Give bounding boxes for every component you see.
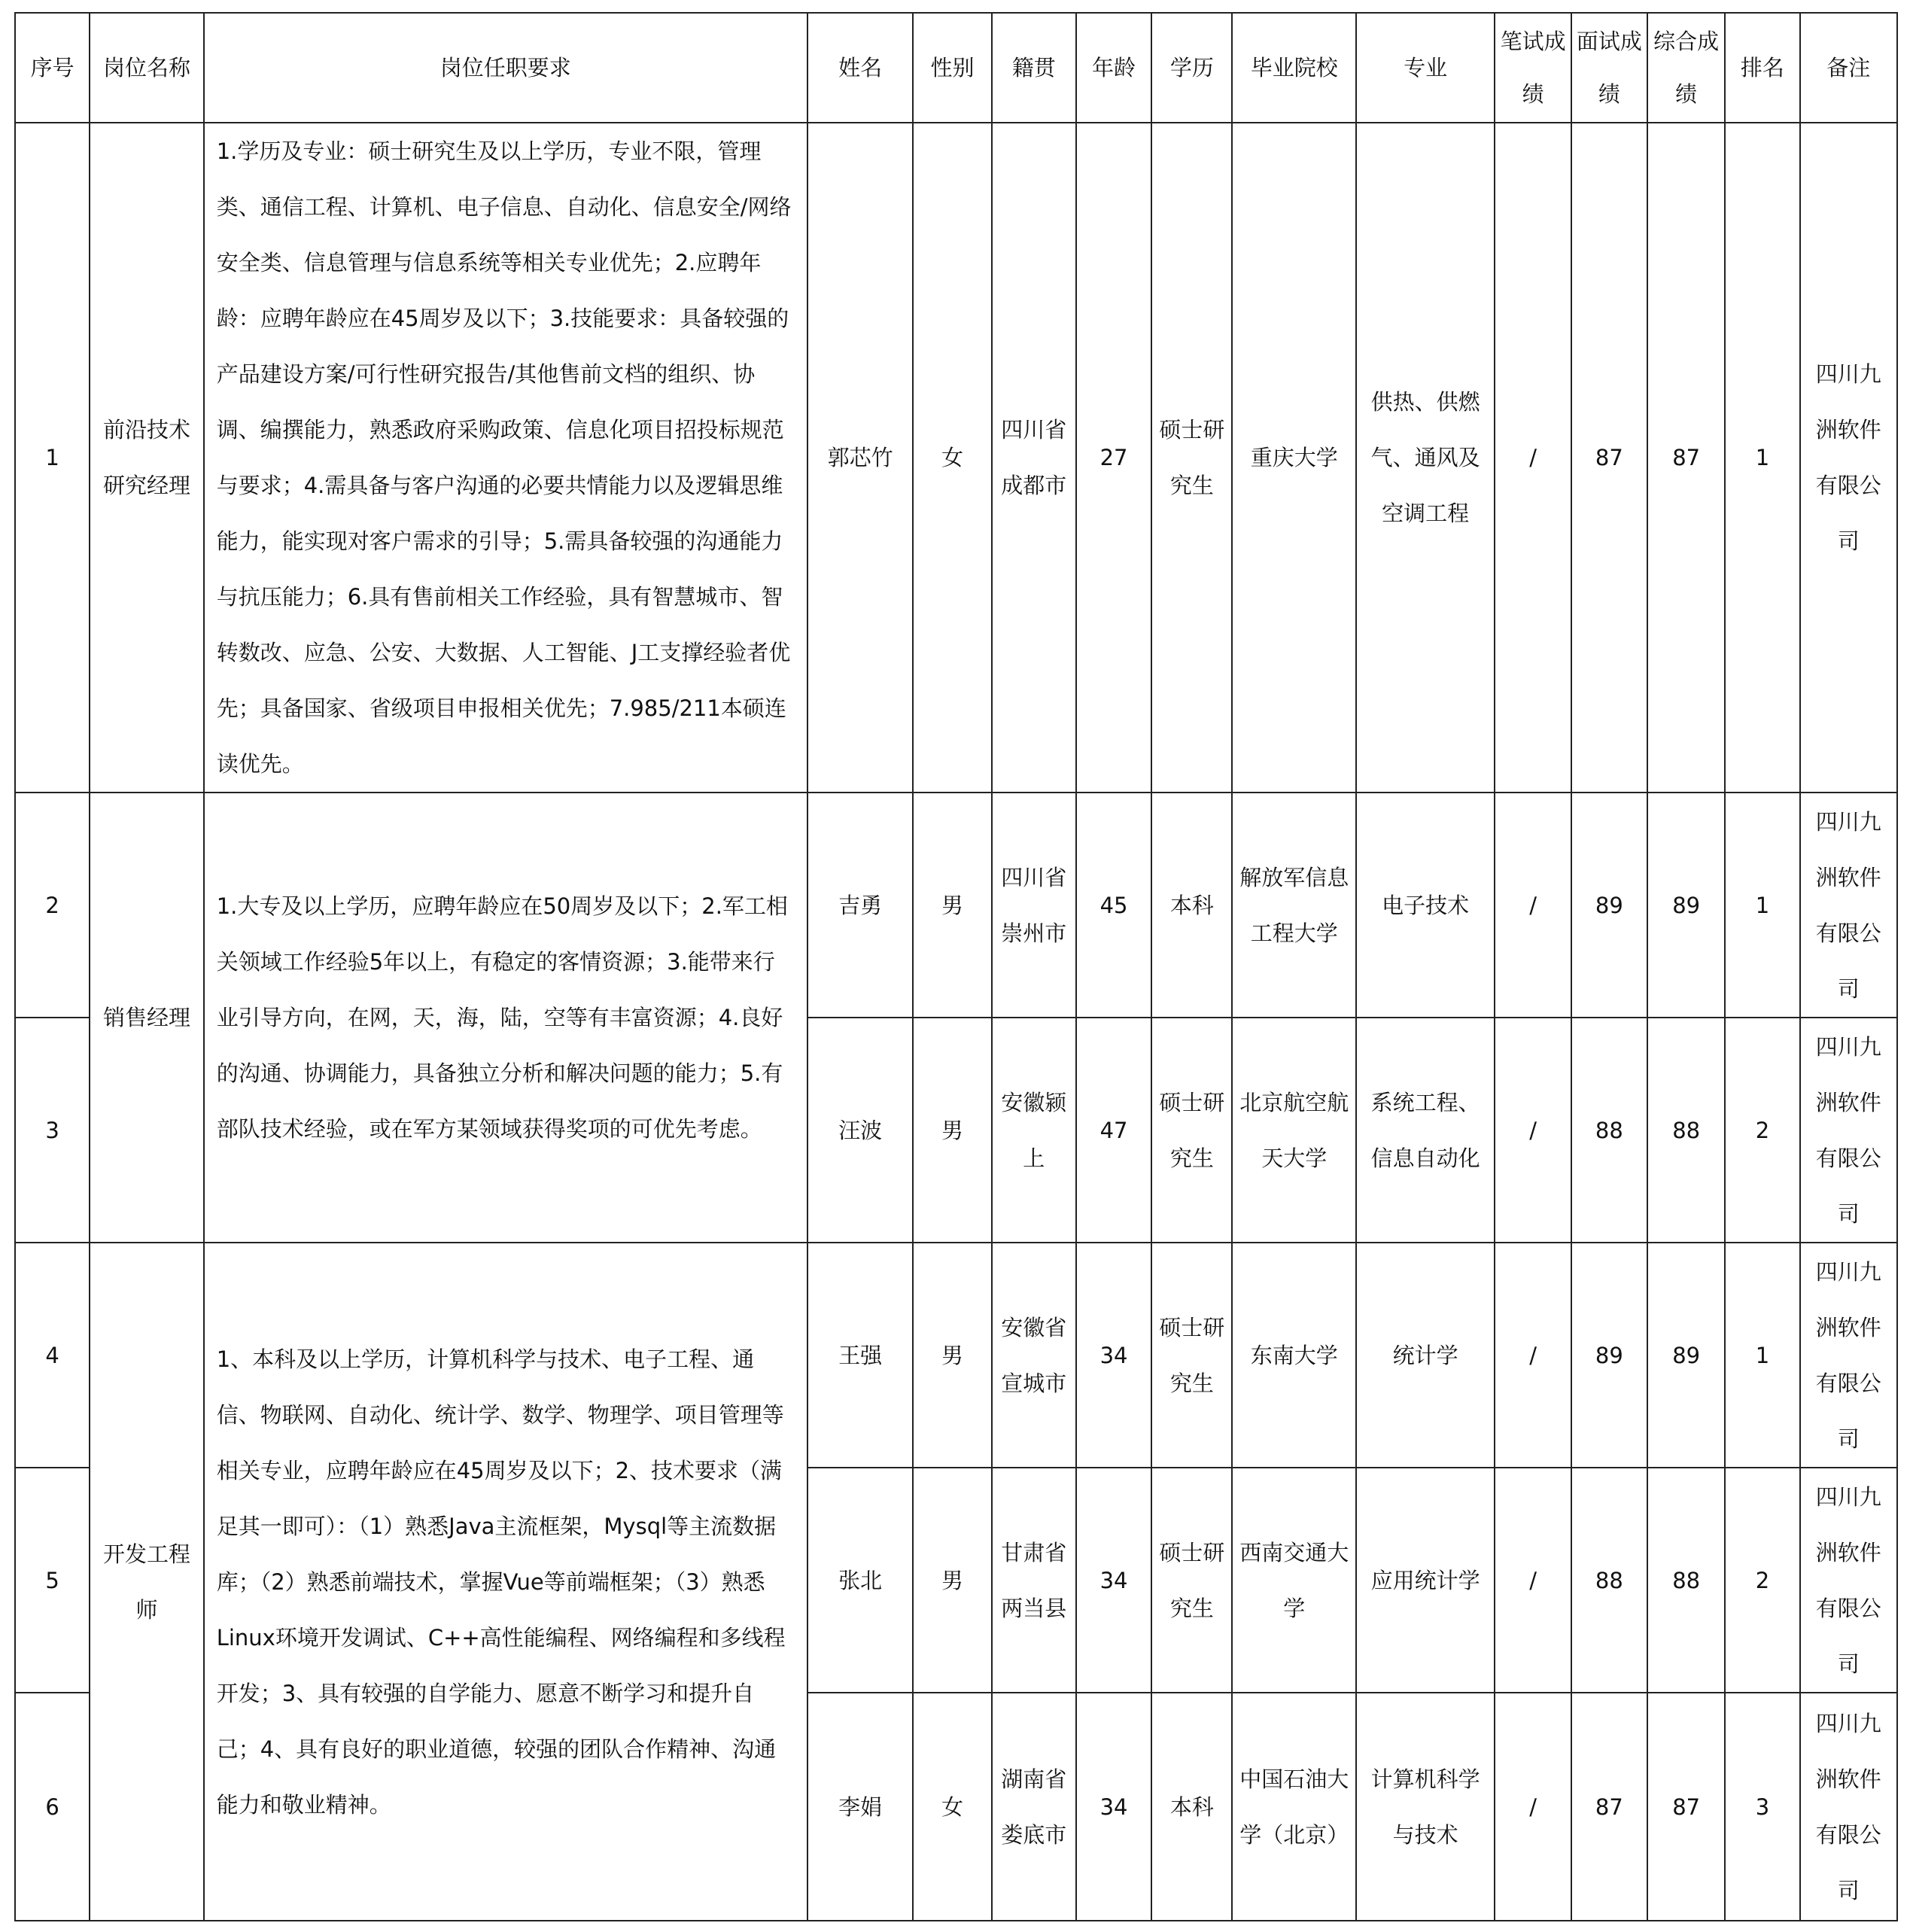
cell-school: 北京航空航天大学 xyxy=(1232,1018,1355,1243)
cell-requirements: 1.大专及以上学历，应聘年龄应在50周岁及以下；2.军工相关领域工作经验5年以上，有稳定的客情资源；3.能带来行业引导方向，在网，天，海，陆，空等有丰富资源；4.良好的沟通、协调能力，具备独立分析和解决问题的能力；5.有部队技术经验，或在军方某领域获得奖项的可优先考虑。 xyxy=(204,793,807,1243)
cell-remark: 四川九洲软件有限公司 xyxy=(1800,1018,1897,1243)
cell-interview-score: 88 xyxy=(1571,1018,1647,1243)
cell-no: 2 xyxy=(15,793,90,1018)
cell-school: 东南大学 xyxy=(1232,1243,1355,1468)
cell-position: 销售经理 xyxy=(90,793,203,1243)
cell-origin: 安徽省宣城市 xyxy=(992,1243,1076,1468)
header-age: 年龄 xyxy=(1076,13,1151,123)
cell-written-score: / xyxy=(1495,1468,1571,1693)
cell-age: 34 xyxy=(1076,1693,1151,1921)
header-requirements: 岗位任职要求 xyxy=(204,13,807,123)
cell-rank: 1 xyxy=(1725,793,1799,1018)
table-row xyxy=(15,123,1897,793)
cell-total-score: 87 xyxy=(1647,123,1725,793)
cell-written-score: / xyxy=(1495,1243,1571,1468)
cell-gender: 女 xyxy=(913,123,991,793)
header-school: 毕业院校 xyxy=(1232,13,1355,123)
cell-age: 34 xyxy=(1076,1243,1151,1468)
header-total-score: 综合成绩 xyxy=(1647,13,1725,123)
cell-gender: 男 xyxy=(913,1018,991,1243)
cell-rank: 3 xyxy=(1725,1693,1799,1921)
cell-education: 硕士研究生 xyxy=(1151,1468,1232,1693)
cell-rank: 2 xyxy=(1725,1018,1799,1243)
cell-remark: 四川九洲软件有限公司 xyxy=(1800,123,1897,793)
cell-rank: 1 xyxy=(1725,1243,1799,1468)
cell-remark: 四川九洲软件有限公司 xyxy=(1800,1468,1897,1693)
header-rank: 排名 xyxy=(1725,13,1799,123)
header-name: 姓名 xyxy=(807,13,913,123)
cell-interview-score: 89 xyxy=(1571,793,1647,1018)
cell-interview-score: 87 xyxy=(1571,1693,1647,1921)
cell-no: 5 xyxy=(15,1468,90,1693)
header-position: 岗位名称 xyxy=(90,13,203,123)
cell-no: 1 xyxy=(15,123,90,793)
cell-age: 27 xyxy=(1076,123,1151,793)
cell-no: 6 xyxy=(15,1693,90,1921)
cell-school: 西南交通大学 xyxy=(1232,1468,1355,1693)
cell-major: 供热、供燃气、通风及空调工程 xyxy=(1356,123,1495,793)
cell-gender: 男 xyxy=(913,793,991,1018)
cell-name: 王强 xyxy=(807,1243,913,1468)
cell-remark: 四川九洲软件有限公司 xyxy=(1800,793,1897,1018)
table-row xyxy=(15,793,1897,1018)
table-row xyxy=(15,1243,1897,1468)
header-major: 专业 xyxy=(1356,13,1495,123)
header-interview-score: 面试成绩 xyxy=(1571,13,1647,123)
header-row xyxy=(15,13,1897,123)
cell-school: 中国石油大学（北京） xyxy=(1232,1693,1355,1921)
cell-no: 3 xyxy=(15,1018,90,1243)
cell-age: 47 xyxy=(1076,1018,1151,1243)
header-gender: 性别 xyxy=(913,13,991,123)
cell-requirements: 1、本科及以上学历，计算机科学与技术、电子工程、通信、物联网、自动化、统计学、数学、物理学、项目管理等相关专业，应聘年龄应在45周岁及以下；2、技术要求（满足其一即可）：（1）熟悉Java主流框架，Mysql等主流数据库；（2）熟悉前端技术，掌握Vue等前端框架；（3）熟悉Linux环境开发调试、C++高性能编程、网络编程和多线程开发；3、具有较强的自学能力、愿意不断学习和提升自己；4、具有良好的职业道德，较强的团队合作精神、沟通能力和敬业精神。 xyxy=(204,1243,807,1921)
header-remark: 备注 xyxy=(1800,13,1897,123)
header-written-score: 笔试成绩 xyxy=(1495,13,1571,123)
cell-major: 电子技术 xyxy=(1356,793,1495,1018)
cell-total-score: 88 xyxy=(1647,1468,1725,1693)
cell-total-score: 88 xyxy=(1647,1018,1725,1243)
cell-total-score: 89 xyxy=(1647,1243,1725,1468)
cell-written-score: / xyxy=(1495,1693,1571,1921)
header-education: 学历 xyxy=(1151,13,1232,123)
cell-position: 前沿技术研究经理 xyxy=(90,123,203,793)
cell-name: 郭芯竹 xyxy=(807,123,913,793)
cell-origin: 安徽颍上 xyxy=(992,1018,1076,1243)
cell-major: 应用统计学 xyxy=(1356,1468,1495,1693)
cell-gender: 男 xyxy=(913,1243,991,1468)
cell-origin: 湖南省娄底市 xyxy=(992,1693,1076,1921)
cell-gender: 男 xyxy=(913,1468,991,1693)
cell-remark: 四川九洲软件有限公司 xyxy=(1800,1243,1897,1468)
cell-age: 34 xyxy=(1076,1468,1151,1693)
cell-interview-score: 88 xyxy=(1571,1468,1647,1693)
cell-origin: 四川省成都市 xyxy=(992,123,1076,793)
header-origin: 籍贯 xyxy=(992,13,1076,123)
cell-written-score: / xyxy=(1495,793,1571,1018)
cell-school: 重庆大学 xyxy=(1232,123,1355,793)
header-no: 序号 xyxy=(15,13,90,123)
cell-education: 硕士研究生 xyxy=(1151,1243,1232,1468)
cell-education: 硕士研究生 xyxy=(1151,1018,1232,1243)
cell-name: 汪波 xyxy=(807,1018,913,1243)
cell-written-score: / xyxy=(1495,123,1571,793)
cell-written-score: / xyxy=(1495,1018,1571,1243)
cell-education: 本科 xyxy=(1151,793,1232,1018)
cell-major: 系统工程、信息自动化 xyxy=(1356,1018,1495,1243)
cell-name: 李娟 xyxy=(807,1693,913,1921)
cell-position: 开发工程师 xyxy=(90,1243,203,1921)
cell-no: 4 xyxy=(15,1243,90,1468)
cell-origin: 甘肃省两当县 xyxy=(992,1468,1076,1693)
cell-total-score: 89 xyxy=(1647,793,1725,1018)
recruitment-results-table xyxy=(14,12,1898,1921)
cell-origin: 四川省崇州市 xyxy=(992,793,1076,1018)
cell-rank: 2 xyxy=(1725,1468,1799,1693)
cell-school: 解放军信息工程大学 xyxy=(1232,793,1355,1018)
cell-remark: 四川九洲软件有限公司 xyxy=(1800,1693,1897,1921)
cell-name: 吉勇 xyxy=(807,793,913,1018)
cell-requirements: 1.学历及专业：硕士研究生及以上学历，专业不限，管理类、通信工程、计算机、电子信息、自动化、信息安全/网络安全类、信息管理与信息系统等相关专业优先；2.应聘年龄：应聘年龄应在45周岁及以下；3.技能要求：具备较强的产品建设方案/可行性研究报告/其他售前文档的组织、协调、编撰能力，熟悉政府采购政策、信息化项目招投标规范与要求；4.需具备与客户沟通的必要共情能力以及逻辑思维能力，能实现对客户需求的引导；5.需具备较强的沟通能力与抗压能力；6.具有售前相关工作经验，具有智慧城市、智转数改、应急、公安、大数据、人工智能、J工支撑经验者优先；具备国家、省级项目申报相关优先；7.985/211本硕连读优先。 xyxy=(204,123,807,793)
cell-gender: 女 xyxy=(913,1693,991,1921)
cell-education: 硕士研究生 xyxy=(1151,123,1232,793)
cell-age: 45 xyxy=(1076,793,1151,1018)
cell-name: 张北 xyxy=(807,1468,913,1693)
cell-rank: 1 xyxy=(1725,123,1799,793)
cell-major: 计算机科学与技术 xyxy=(1356,1693,1495,1921)
cell-interview-score: 87 xyxy=(1571,123,1647,793)
cell-education: 本科 xyxy=(1151,1693,1232,1921)
cell-major: 统计学 xyxy=(1356,1243,1495,1468)
cell-total-score: 87 xyxy=(1647,1693,1725,1921)
cell-interview-score: 89 xyxy=(1571,1243,1647,1468)
